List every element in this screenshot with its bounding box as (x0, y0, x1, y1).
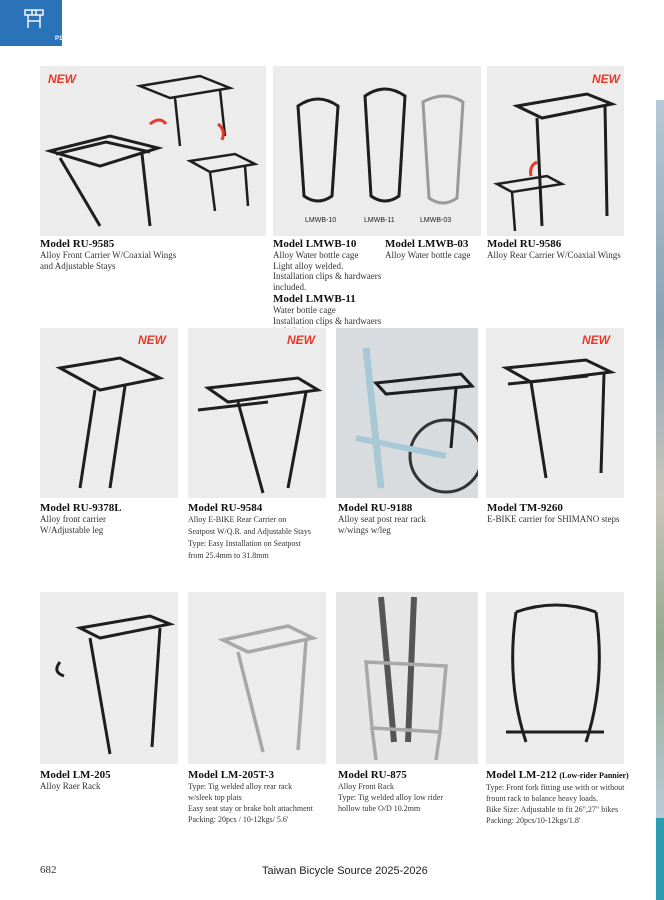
caption-line: Packing: 20pcs / 10-12kgs/ 5.6' (188, 815, 289, 824)
product-photo-ru9584 (188, 328, 326, 498)
model-name: Model RU-9188 (338, 502, 413, 514)
product-photo-lm205 (40, 592, 178, 764)
caption-line: Type: Easy Installation on Seatpost (188, 539, 301, 548)
bottle-label: LMWB-10 (305, 217, 337, 224)
caption-line: Installation clips & hardwaers (273, 271, 382, 281)
model-name: Model LM-205 (40, 769, 111, 781)
product-photo-ru9188 (336, 328, 478, 498)
edge-strip-accent (656, 818, 664, 900)
model-name: Model RU-9378L (40, 502, 122, 514)
caption-line: Alloy Front Rack (338, 782, 394, 791)
model-name: Model TM-9260 (487, 502, 563, 514)
caption-lm212 (486, 769, 646, 826)
model-name: Model RU-875 (338, 769, 407, 781)
caption-line: Alloy Water bottle cage (385, 250, 471, 260)
bicycle-rack-icon (22, 6, 48, 32)
caption-line: Alloy seat post rear rack (338, 514, 426, 524)
caption-ru9586 (487, 238, 637, 261)
caption-line: frount rack to balance heavy loads. (486, 794, 598, 803)
caption-line: Type: Tig welded alloy low rider (338, 793, 443, 802)
caption-lm205t3 (188, 769, 338, 825)
rear-rack-icon (188, 592, 326, 764)
caption-ru9378l (40, 502, 180, 535)
new-badge: NEW (48, 72, 76, 86)
caption-lmwb03 (385, 238, 485, 261)
caption-line: Alloy Raer Rack (40, 781, 101, 791)
caption-tm9260 (487, 502, 647, 525)
rear-rack-icon (40, 592, 178, 764)
model-name: Model RU-9586 (487, 238, 562, 250)
page-code: P13 (55, 36, 66, 42)
caption-line: Type: Front fork fitting use with or without (486, 783, 625, 792)
product-photo-lm205t3 (188, 592, 326, 764)
bottle-label: LMWB-11 (364, 217, 395, 224)
bicycle-icon (336, 328, 478, 498)
caption-line: Alloy Front Carrier W/Coaxial Wings (40, 250, 177, 260)
caption-line: Alloy Rear Carrier W/Coaxial Wings (487, 250, 621, 260)
model-name: Model LMWB-11 (273, 293, 356, 305)
seatpost-carrier-icon (188, 328, 326, 498)
model-name: Model LM-205T-3 (188, 769, 275, 781)
corner-tab (0, 0, 66, 46)
rear-carrier-icon (486, 328, 624, 498)
caption-line: from 25.4mm to 31.8mm (188, 551, 269, 560)
caption-line: Seatpost W/Q.R. and Adjustable Stays (188, 527, 311, 536)
new-badge: NEW (592, 72, 620, 86)
low-rider-rack-icon (486, 592, 624, 764)
caption-ru9584 (188, 502, 334, 562)
bottle-label: LMWB-03 (420, 217, 452, 224)
caption-line: included. (273, 281, 307, 292)
product-photo-ru9586 (487, 66, 624, 236)
product-photo-bottle-cages (273, 66, 481, 236)
front-carrier-icon (40, 328, 178, 498)
caption-line: Alloy front carrier (40, 514, 106, 524)
caption-line: E-BIKE carrier for SHIMANO steps (487, 514, 620, 524)
rear-carrier-icon (487, 66, 624, 236)
caption-line: Light alloy welded. (273, 260, 344, 271)
front-carrier-icon (40, 66, 266, 236)
product-photo-ru9378l (40, 328, 178, 498)
caption-line: Packing: 20pcs/10-12kgs/1.8' (486, 816, 581, 825)
model-name: Model LMWB-10 (273, 238, 357, 250)
model-suffix: (Low-rider Pannier) (559, 771, 629, 780)
product-photo-ru875 (336, 592, 478, 764)
caption-line: and Adjustable Stays (40, 260, 116, 271)
caption-line: hollow tube O/D 10.2mm (338, 804, 421, 813)
caption-line: Type: Tig welded alloy rear rack (188, 782, 293, 791)
new-badge: NEW (582, 333, 610, 347)
page-number: 682 (40, 864, 57, 876)
publication-title: Taiwan Bicycle Source 2025-2026 (262, 865, 428, 877)
edge-strip (656, 100, 664, 820)
product-photo-ru9585 (40, 66, 266, 236)
product-photo-tm9260 (486, 328, 624, 498)
caption-line: Alloy Water bottle cage (273, 250, 359, 260)
model-name: Model LMWB-03 (385, 238, 469, 250)
new-badge: NEW (287, 333, 315, 347)
caption-ru9188 (338, 502, 480, 535)
caption-line: Easy seat stay or brake bolt attachment (188, 804, 313, 813)
caption-line: w/wings w/leg (338, 524, 391, 535)
new-badge: NEW (138, 333, 166, 347)
model-name: Model RU-9584 (188, 502, 263, 514)
caption-line: w/sleek top plats (188, 793, 242, 802)
caption-line: Bike Size: Adjustable to fit 26",27" bikes (486, 805, 619, 814)
caption-lm205 (40, 769, 180, 792)
caption-line: Alloy E-BIKE Rear Carrier on (188, 515, 287, 524)
model-name (486, 769, 646, 782)
caption-line: W/Adjustable leg (40, 524, 104, 535)
model-name: Model RU-9585 (40, 238, 115, 250)
caption-line: Water bottle cage (273, 305, 336, 315)
caption-ru9585 (40, 238, 268, 271)
bottle-cage-icon (273, 66, 481, 236)
caption-line: Installation clips & hardwaers (273, 315, 382, 326)
product-photo-lm212 (486, 592, 624, 764)
caption-lmwb10 (273, 238, 385, 337)
caption-ru875 (338, 769, 483, 814)
front-rack-icon (336, 592, 478, 764)
model-title: Model LM-212 (486, 769, 557, 781)
